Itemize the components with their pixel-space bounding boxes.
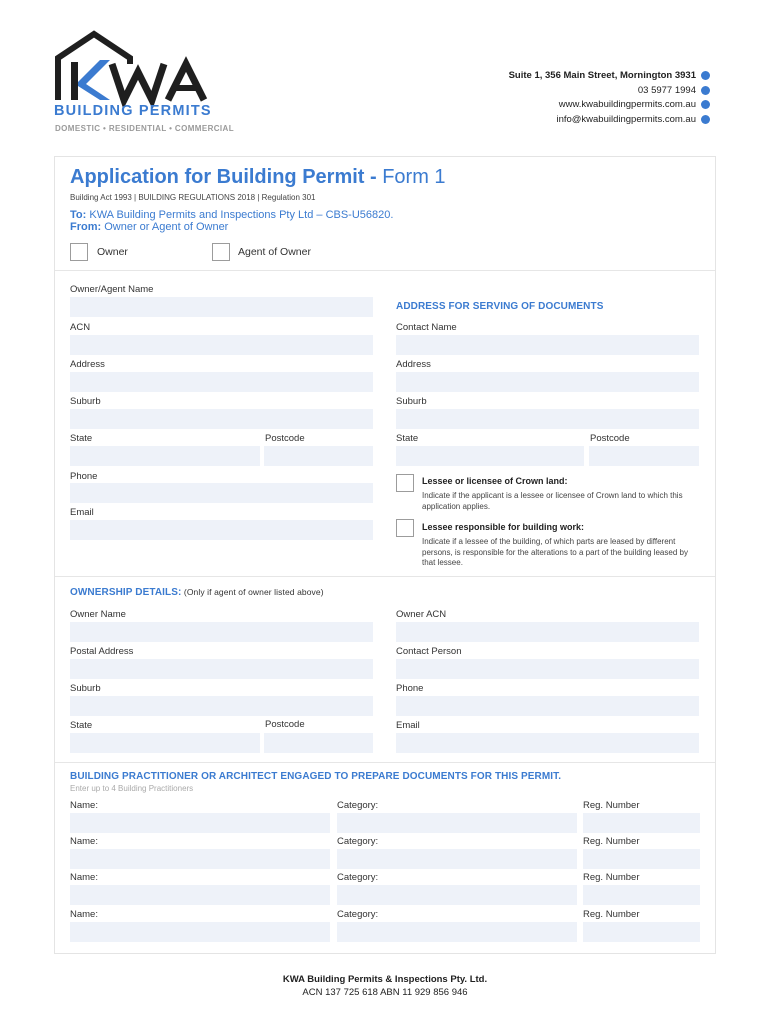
owner-postcode-field[interactable] (264, 733, 373, 753)
from-line: From: Owner or Agent of Owner (70, 221, 229, 233)
practitioner-reg-field[interactable] (583, 885, 700, 905)
owner-phone-label: Phone (396, 683, 424, 694)
service-address-heading: ADDRESS FOR SERVING OF DOCUMENTS (396, 301, 604, 312)
service-address-label: Address (396, 359, 431, 370)
practitioners-hint: Enter up to 4 Building Practitioners (70, 784, 194, 793)
email-field[interactable] (70, 520, 373, 540)
owner-suburb-field[interactable] (70, 696, 373, 716)
suburb-field[interactable] (70, 409, 373, 429)
service-suburb-label: Suburb (396, 396, 427, 407)
phone-icon (701, 86, 710, 95)
contact-address: Suite 1, 356 Main Street, Mornington 3931 (509, 70, 710, 81)
owner-name-field[interactable] (70, 622, 373, 642)
crown-land-checkbox[interactable] (396, 474, 414, 492)
practitioner-category-label: Category: (337, 836, 379, 847)
phone-field[interactable] (70, 483, 373, 503)
suburb-label: Suburb (70, 396, 101, 407)
service-state-field[interactable] (396, 446, 584, 466)
company-logo (52, 28, 252, 138)
postcode-label: Postcode (265, 433, 305, 444)
lessee-responsible-title: Lessee responsible for building work: (422, 522, 585, 532)
practitioner-category-label: Category: (337, 872, 379, 883)
practitioner-category-label: Category: (337, 800, 379, 811)
email-label: Email (70, 507, 94, 518)
contact-person-field[interactable] (396, 659, 699, 679)
practitioner-reg-field[interactable] (583, 849, 700, 869)
lessee-responsible-checkbox[interactable] (396, 519, 414, 537)
brand-tagline: DOMESTIC • RESIDENTIAL • COMMERCIAL (55, 124, 235, 133)
divider (55, 576, 715, 577)
footer-company: KWA Building Permits & Inspections Pty. Ltd. (282, 974, 488, 985)
contact-website[interactable]: www.kwabuildingpermits.com.au (559, 99, 710, 110)
agent-label: Agent of Owner (238, 246, 311, 258)
service-postcode-label: Postcode (590, 433, 630, 444)
state-label: State (70, 433, 93, 444)
owner-label: Owner (97, 246, 128, 258)
crown-land-title: Lessee or licensee of Crown land: (422, 476, 568, 486)
owner-state-label: State (70, 720, 93, 731)
divider (55, 270, 715, 271)
service-state-label: State (396, 433, 419, 444)
practitioner-reg-field[interactable] (583, 813, 700, 833)
practitioner-name-label: Name: (70, 836, 98, 847)
acn-label: ACN (70, 322, 91, 333)
service-address-field[interactable] (396, 372, 699, 392)
postal-address-label: Postal Address (70, 646, 134, 657)
owner-checkbox[interactable] (70, 243, 88, 261)
house-roof-icon (52, 28, 252, 108)
divider (55, 762, 715, 763)
practitioner-name-label: Name: (70, 872, 98, 883)
practitioner-name-label: Name: (70, 909, 98, 920)
contact-email[interactable]: info@kwabuildingpermits.com.au (556, 114, 710, 125)
contact-person-label: Contact Person (396, 646, 462, 657)
acn-field[interactable] (70, 335, 373, 355)
crown-land-description: Indicate if the applicant is a lessee or licensee of Crown land to which this application applies. (422, 491, 683, 511)
practitioner-reg-field[interactable] (583, 922, 700, 942)
practitioner-category-field[interactable] (337, 922, 577, 942)
practitioner-name-field[interactable] (70, 849, 330, 869)
practitioners-heading: BUILDING PRACTITIONER OR ARCHITECT ENGAGED TO PREPARE DOCUMENTS FOR THIS PERMIT. (70, 771, 562, 782)
service-postcode-field[interactable] (589, 446, 699, 466)
location-icon (701, 71, 710, 80)
practitioner-category-label: Category: (337, 909, 379, 920)
practitioner-name-field[interactable] (70, 813, 330, 833)
email-icon (701, 115, 710, 124)
owner-phone-field[interactable] (396, 696, 699, 716)
contact-name-label: Contact Name (396, 322, 457, 333)
lessee-responsible-description: Indicate if a lessee of the building, of which parts are leased by different persons, is responsible for the alterations to a part of the building leased by that lessee. (422, 537, 688, 567)
postcode-field[interactable] (264, 446, 373, 466)
practitioner-name-label: Name: (70, 800, 98, 811)
owner-suburb-label: Suburb (70, 683, 101, 694)
address-label: Address (70, 359, 105, 370)
owner-email-label: Email (396, 720, 420, 731)
owner-agent-name-field[interactable] (70, 297, 373, 317)
form-title: Application for Building Permit - Form 1 (70, 166, 446, 188)
practitioner-reg-label: Reg. Number (583, 800, 640, 811)
practitioner-category-field[interactable] (337, 885, 577, 905)
address-field[interactable] (70, 372, 373, 392)
practitioner-reg-label: Reg. Number (583, 872, 640, 883)
agent-checkbox[interactable] (212, 243, 230, 261)
practitioner-reg-label: Reg. Number (583, 836, 640, 847)
contact-phone: 03 5977 1994 (638, 85, 710, 96)
phone-label: Phone (70, 471, 98, 482)
practitioner-category-field[interactable] (337, 849, 577, 869)
practitioner-name-field[interactable] (70, 885, 330, 905)
postal-address-field[interactable] (70, 659, 373, 679)
practitioner-reg-label: Reg. Number (583, 909, 640, 920)
form-subtitle: Building Act 1993 | BUILDING REGULATIONS 2018 | Regulation 301 (70, 193, 316, 202)
owner-name-label: Owner Name (70, 609, 126, 620)
owner-acn-field[interactable] (396, 622, 699, 642)
practitioner-name-field[interactable] (70, 922, 330, 942)
footer-numbers: ACN 137 725 618 ABN 11 929 856 946 (302, 987, 468, 998)
service-suburb-field[interactable] (396, 409, 699, 429)
owner-state-field[interactable] (70, 733, 260, 753)
owner-agent-name-label: Owner/Agent Name (70, 284, 154, 295)
owner-postcode-label: Postcode (265, 719, 305, 730)
ownership-heading: OWNERSHIP DETAILS: (Only if agent of owner listed above) (70, 587, 324, 598)
to-line: To: KWA Building Permits and Inspections Pty Ltd – CBS-U56820. (70, 209, 394, 221)
owner-email-field[interactable] (396, 733, 699, 753)
owner-acn-label: Owner ACN (396, 609, 447, 620)
practitioner-category-field[interactable] (337, 813, 577, 833)
globe-icon (701, 100, 710, 109)
contact-name-field[interactable] (396, 335, 699, 355)
brand-name: BUILDING PERMITS (54, 103, 212, 119)
state-field[interactable] (70, 446, 260, 466)
